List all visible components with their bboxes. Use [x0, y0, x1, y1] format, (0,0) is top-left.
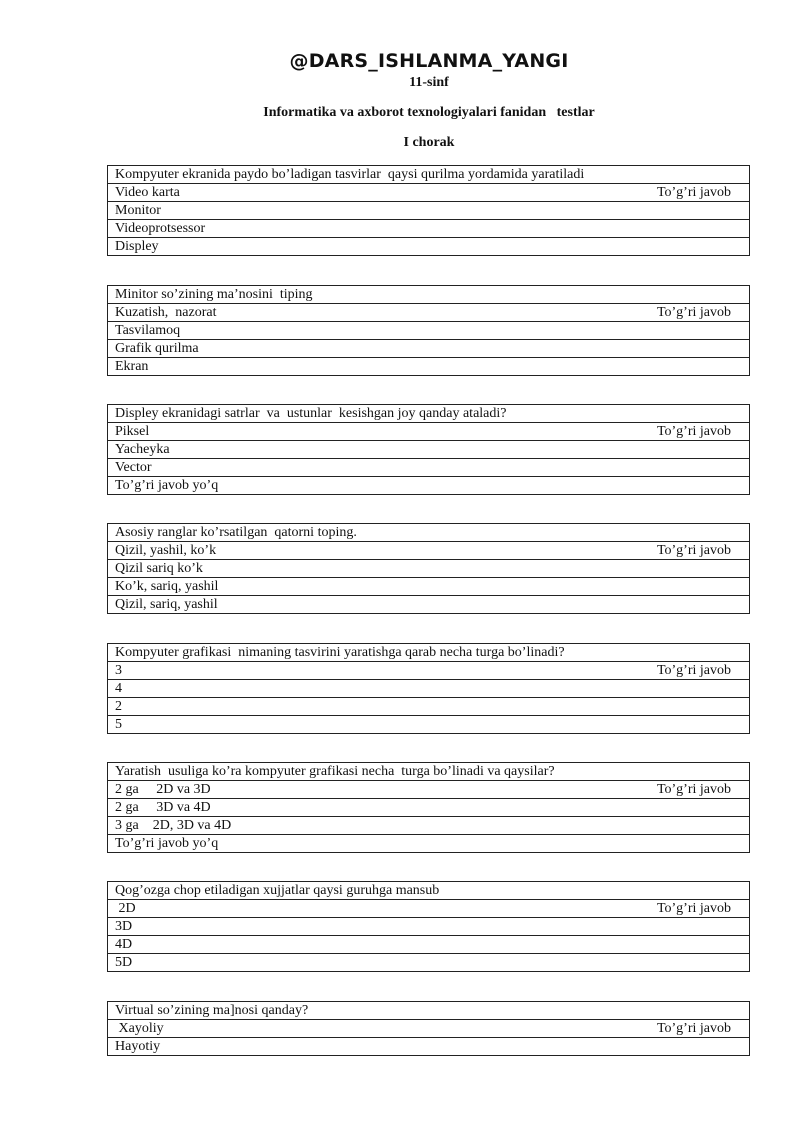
option-row: [107, 542, 750, 560]
question-block-7: [107, 881, 750, 972]
option-text: Piksel: [115, 424, 150, 439]
correct-answer-label: To’g’ri javob: [656, 901, 731, 916]
option-text: 3: [115, 663, 122, 678]
correct-answer-label: To’g’ri javob: [656, 305, 731, 320]
option-row: To’g’ri javob yo’q: [107, 835, 750, 853]
option-text: Video karta: [115, 185, 180, 200]
option-row: To’g’ri javob yo’q: [107, 477, 750, 495]
option-row: Videoprotsessor: [107, 220, 750, 238]
option-row: 2: [107, 698, 750, 716]
option-text: 2D: [115, 901, 136, 916]
option-row: Qizil sariq ko’k: [107, 560, 750, 578]
question-text: Qog’ozga chop etiladigan xujjatlar qaysi guruhga mansub: [107, 882, 750, 900]
option-row: Ekran: [107, 358, 750, 376]
question-block-8: [107, 1001, 750, 1056]
question-text: Asosiy ranglar ko’rsatilgan qatorni toping.: [107, 524, 750, 542]
option-row: Vector: [107, 459, 750, 477]
correct-answer-label: To’g’ri javob: [656, 1021, 731, 1036]
option-row: 4D: [107, 936, 750, 954]
option-row: Displey: [107, 238, 750, 256]
question-block-3: [107, 404, 750, 495]
question-block-2: [107, 285, 750, 376]
question-block-5: [107, 643, 750, 734]
correct-answer-label: To’g’ri javob: [656, 424, 731, 439]
option-row: 3D: [107, 918, 750, 936]
option-text: 2 ga 2D va 3D: [115, 782, 211, 797]
option-row: [107, 184, 750, 202]
question-text: Displey ekranidagi satrlar va ustunlar kesishgan joy qanday ataladi?: [107, 405, 750, 423]
question-block-6: [107, 762, 750, 853]
option-row: Ko’k, sariq, yashil: [107, 578, 750, 596]
question-text: Kompyuter grafikasi nimaning tasvirini yaratishga qarab necha turga bo’linadi?: [107, 644, 750, 662]
channel-name: @DARS_ISHLANMA_YANGI: [289, 50, 569, 72]
option-row: [107, 900, 750, 918]
option-row: 5: [107, 716, 750, 734]
option-text: Kuzatish, nazorat: [115, 305, 217, 320]
option-row: Yacheyka: [107, 441, 750, 459]
option-row: Qizil, sariq, yashil: [107, 596, 750, 614]
quarter-label: I chorak: [403, 135, 455, 150]
option-text: Qizil, yashil, ko’k: [115, 543, 217, 558]
option-row: 3 ga 2D, 3D va 4D: [107, 817, 750, 835]
option-row: [107, 423, 750, 441]
option-row: [107, 781, 750, 799]
option-row: Grafik qurilma: [107, 340, 750, 358]
option-row: [107, 662, 750, 680]
question-text: Kompyuter ekranida paydo bo’ladigan tasvirlar qaysi qurilma yordamida yaratiladi: [107, 166, 750, 184]
option-row: Monitor: [107, 202, 750, 220]
option-row: [107, 304, 750, 322]
correct-answer-label: To’g’ri javob: [656, 663, 731, 678]
option-row: [107, 1020, 750, 1038]
question-block-1: [107, 165, 750, 256]
option-text: Xayoliy: [115, 1021, 164, 1036]
option-row: 4: [107, 680, 750, 698]
option-row: 5D: [107, 954, 750, 972]
question-text: Yaratish usuliga ko’ra kompyuter grafikasi necha turga bo’linadi va qaysilar?: [107, 763, 750, 781]
correct-answer-label: To’g’ri javob: [656, 185, 731, 200]
question-block-4: [107, 523, 750, 614]
option-row: Hayotiy: [107, 1038, 750, 1056]
subject-title: Informatika va axborot texnologiyalari fanidan testlar: [263, 105, 595, 120]
correct-answer-label: To’g’ri javob: [656, 543, 731, 558]
grade-label: 11-sinf: [409, 75, 449, 90]
question-text: Virtual so’zining ma]nosi qanday?: [107, 1002, 750, 1020]
option-row: Tasvilamoq: [107, 322, 750, 340]
option-row: 2 ga 3D va 4D: [107, 799, 750, 817]
question-text: Minitor so’zining ma’nosini tiping: [107, 286, 750, 304]
correct-answer-label: To’g’ri javob: [656, 782, 731, 797]
